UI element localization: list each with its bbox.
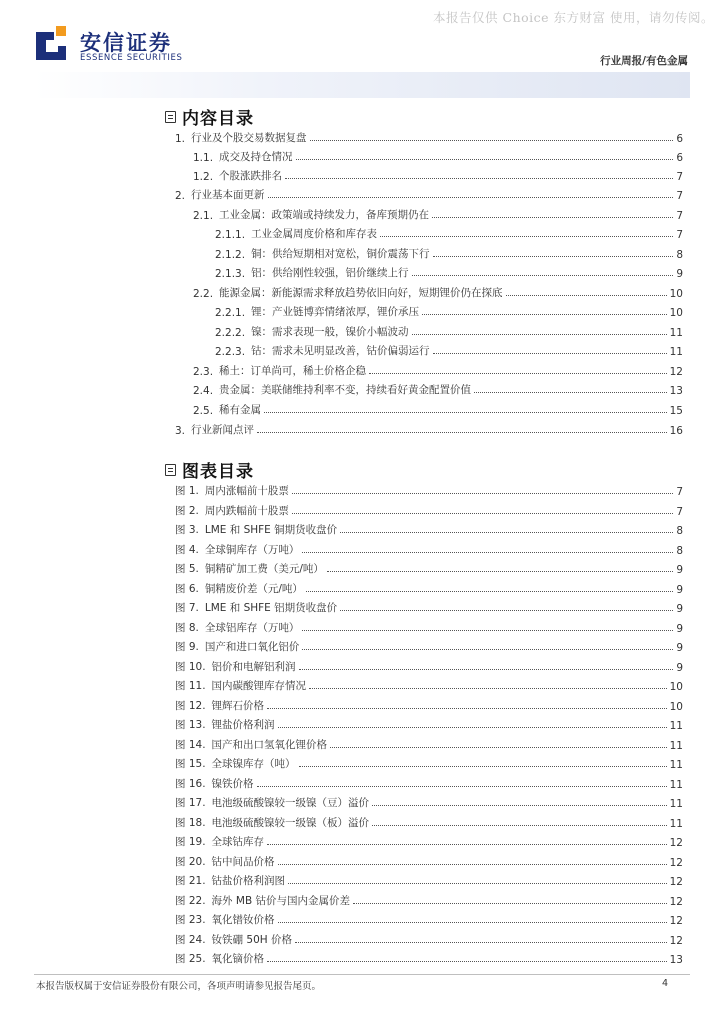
- toc-item[interactable]: [193, 362, 683, 378]
- figure-item-number: 图 1.: [175, 485, 199, 497]
- leader-dots: [296, 159, 674, 160]
- figure-item-page: 11: [669, 818, 683, 830]
- toc-item-text: 铝：供给刚性较强，铝价继续上行: [251, 267, 409, 279]
- leader-dots: [299, 669, 674, 670]
- list-icon: [165, 464, 176, 476]
- figure-item[interactable]: [175, 950, 683, 966]
- figure-item-number: 图 4.: [175, 544, 199, 556]
- figure-item-text: 全球钴库存: [211, 836, 265, 848]
- figure-item-number: 图 16.: [175, 778, 206, 790]
- toc-item[interactable]: [193, 148, 683, 164]
- toc-item[interactable]: [215, 245, 683, 261]
- figure-item-text: 电池级硫酸镍较一级镍（豆）溢价: [211, 797, 370, 809]
- leader-dots: [268, 197, 674, 198]
- toc-item-number: 2.1.3.: [215, 268, 246, 280]
- leader-dots: [288, 883, 667, 884]
- toc-item-number: 1.1.: [193, 152, 214, 164]
- figure-item[interactable]: [175, 697, 683, 713]
- toc-item-number: 2.1.: [193, 210, 214, 222]
- toc-item-number: 1.2.: [193, 171, 214, 183]
- toc-item-page: 6: [676, 133, 683, 145]
- toc-item-number: 1.: [175, 133, 186, 145]
- figure-item[interactable]: [175, 638, 683, 654]
- leader-dots: [327, 571, 673, 572]
- figure-item-page: 10: [669, 681, 683, 693]
- toc-item[interactable]: [175, 421, 683, 437]
- toc-item-page: 15: [669, 405, 683, 417]
- figure-item[interactable]: [175, 794, 683, 810]
- figure-item[interactable]: [175, 833, 683, 849]
- toc-item-number: 2.: [175, 190, 186, 202]
- figure-item-text: 铜精废价差（元/吨）: [204, 583, 303, 595]
- logo-name-cn: 安信证券: [80, 31, 172, 55]
- figure-item-number: 图 15.: [175, 758, 206, 770]
- figure-item-number: 图 21.: [175, 875, 206, 887]
- figure-item[interactable]: [175, 931, 683, 947]
- figure-item[interactable]: [175, 872, 683, 888]
- toc-item-number: 2.4.: [193, 385, 214, 397]
- leader-dots: [302, 630, 673, 631]
- figure-item[interactable]: [175, 502, 683, 518]
- leader-dots: [267, 961, 667, 962]
- figure-item-page: 8: [676, 545, 683, 557]
- leader-dots: [506, 295, 667, 296]
- figures-heading: [165, 457, 254, 482]
- figure-item-number: 图 13.: [175, 719, 206, 731]
- toc-item-page: 11: [669, 327, 683, 339]
- figure-item-number: 图 22.: [175, 895, 206, 907]
- toc-item-text: 工业金属周度价格和库存表: [251, 228, 378, 240]
- leader-dots: [474, 392, 667, 393]
- figure-item-number: 图 11.: [175, 680, 206, 692]
- footer-disclaimer: 本报告版权属于安信证券股份有限公司，各项声明请参见报告尾页。: [36, 981, 322, 992]
- toc-item-text: 稀土：订单尚可，稀土价格企稳: [219, 365, 367, 377]
- leader-dots: [369, 373, 667, 374]
- figure-item-page: 9: [676, 662, 683, 674]
- figure-item-text: LME 和 SHFE 铝期货收盘价: [204, 602, 338, 614]
- figure-item-number: 图 2.: [175, 505, 199, 517]
- figure-item-number: 图 8.: [175, 622, 199, 634]
- figure-item-text: 铜精矿加工费（美元/吨）: [204, 563, 324, 575]
- toc-item-number: 2.2.: [193, 288, 214, 300]
- figure-item-page: 7: [676, 506, 683, 518]
- toc-item-text: 工业金属：政策端或持续发力，备库预期仍在: [219, 209, 430, 221]
- figure-item-text: 海外 MB 钴价与国内金属价差: [211, 895, 350, 907]
- leader-dots: [372, 825, 667, 826]
- figure-item-number: 图 7.: [175, 602, 199, 614]
- toc-item-page: 7: [676, 171, 683, 183]
- leader-dots: [285, 178, 673, 179]
- leader-dots: [292, 493, 673, 494]
- leader-dots: [330, 747, 667, 748]
- figure-item[interactable]: [175, 892, 683, 908]
- toc-item-number: 2.2.1.: [215, 307, 246, 319]
- toc-item-number: 2.1.2.: [215, 249, 246, 261]
- figure-item-page: 9: [676, 564, 683, 576]
- figure-item-text: 锂辉石价格: [211, 700, 265, 712]
- figure-item-number: 图 25.: [175, 953, 206, 965]
- figure-item-page: 13: [669, 954, 683, 966]
- toc-item-number: 3.: [175, 425, 186, 437]
- contents-heading: [165, 104, 254, 129]
- toc-item-number: 2.1.1.: [215, 229, 246, 241]
- figure-item[interactable]: [175, 911, 683, 927]
- figure-item[interactable]: [175, 599, 683, 615]
- figure-item[interactable]: [175, 658, 683, 674]
- figure-item-number: 图 9.: [175, 641, 199, 653]
- figure-item-page: 12: [669, 876, 683, 888]
- leader-dots: [257, 432, 667, 433]
- toc-item-number: 2.2.2.: [215, 327, 246, 339]
- leader-dots: [267, 708, 667, 709]
- logo-name-en: ESSENCE SECURITIES: [80, 53, 183, 63]
- toc-item-page: 7: [676, 210, 683, 222]
- toc-item-text: 行业及个股交易数据复盘: [191, 132, 307, 144]
- leader-dots: [278, 727, 667, 728]
- toc-item-page: 8: [676, 249, 683, 261]
- toc-item-number: 2.2.3.: [215, 346, 246, 358]
- figure-item[interactable]: [175, 541, 683, 557]
- list-icon: [165, 111, 176, 123]
- figure-item-text: LME 和 SHFE 铜期货收盘价: [204, 524, 338, 536]
- figure-item-text: 钕铁硼 50H 价格: [211, 934, 292, 946]
- figure-item-text: 镍铁价格: [211, 778, 254, 790]
- figure-item[interactable]: [175, 677, 683, 693]
- toc-item-number: 2.5.: [193, 405, 214, 417]
- figure-item-number: 图 20.: [175, 856, 206, 868]
- logo-mark-icon: [34, 26, 68, 60]
- toc-item-text: 行业基本面更新: [191, 189, 265, 201]
- figure-item-number: 图 19.: [175, 836, 206, 848]
- figure-item-number: 图 5.: [175, 563, 199, 575]
- figure-item-number: 图 23.: [175, 914, 206, 926]
- toc-item-text: 贵金属：美联储维持利率不变，持续看好黄金配置价值: [219, 384, 472, 396]
- page-number: 4: [661, 978, 668, 989]
- toc-item[interactable]: [175, 129, 683, 145]
- figure-item-text: 氧化镨钕价格: [211, 914, 275, 926]
- leader-dots: [292, 513, 673, 514]
- toc-item-number: 2.3.: [193, 366, 214, 378]
- toc-item-page: 12: [669, 366, 683, 378]
- figure-item[interactable]: [175, 755, 683, 771]
- leader-dots: [299, 766, 667, 767]
- figure-item-page: 9: [676, 623, 683, 635]
- toc-item[interactable]: [193, 401, 683, 417]
- figure-item-number: 图 12.: [175, 700, 206, 712]
- figure-item-page: 11: [669, 779, 683, 791]
- figure-item-text: 全球铝库存（万吨）: [204, 622, 300, 634]
- figure-item[interactable]: [175, 619, 683, 635]
- figure-item-text: 全球镍库存（吨）: [211, 758, 296, 770]
- figure-item[interactable]: [175, 580, 683, 596]
- toc-item[interactable]: [193, 206, 683, 222]
- leader-dots: [353, 903, 667, 904]
- toc-item[interactable]: [215, 323, 683, 339]
- toc-item-page: 11: [669, 346, 683, 358]
- figure-item-text: 国产和出口氢氧化锂价格: [211, 739, 328, 751]
- report-type: 行业周报/有色金属: [600, 55, 688, 67]
- figure-item-number: 图 6.: [175, 583, 199, 595]
- leader-dots: [433, 353, 667, 354]
- figure-item-page: 12: [669, 935, 683, 947]
- toc-item-page: 16: [669, 425, 683, 437]
- figure-item-page: 7: [676, 486, 683, 498]
- toc-item[interactable]: [215, 342, 683, 358]
- figure-item-page: 12: [669, 857, 683, 869]
- toc-item-page: 9: [676, 268, 683, 280]
- company-logo: [34, 22, 214, 64]
- figure-item-page: 11: [669, 759, 683, 771]
- toc-item-page: 6: [676, 152, 683, 164]
- toc-item[interactable]: [193, 167, 683, 183]
- leader-dots: [302, 552, 673, 553]
- leader-dots: [340, 610, 673, 611]
- toc-item-text: 稀有金属: [219, 404, 262, 416]
- leader-dots: [432, 217, 673, 218]
- figure-item-text: 电池级硫酸镍较一级镍（板）溢价: [211, 817, 370, 829]
- leader-dots: [306, 591, 673, 592]
- toc-item-page: 7: [676, 229, 683, 241]
- figure-item-page: 11: [669, 798, 683, 810]
- figure-item-page: 12: [669, 915, 683, 927]
- watermark: 本报告仅供 Choice 东方财富 使用，请勿传阅。: [433, 10, 714, 25]
- figure-item[interactable]: [175, 482, 683, 498]
- figure-item-text: 国产和进口氧化铝价: [204, 641, 300, 653]
- figure-item-page: 9: [676, 584, 683, 596]
- figure-item-page: 10: [669, 701, 683, 713]
- leader-dots: [412, 334, 667, 335]
- leader-dots: [380, 236, 673, 237]
- figures-title: 图表目录: [182, 462, 254, 482]
- figure-item-text: 氧化镝价格: [211, 953, 265, 965]
- toc-item-text: 个股涨跌排名: [219, 170, 283, 182]
- toc-item-text: 钴：需求未见明显改善，钴价偏弱运行: [251, 345, 430, 357]
- toc-item-text: 镍：需求表现一般，镍价小幅波动: [251, 326, 409, 338]
- figure-item[interactable]: [175, 775, 683, 791]
- leader-dots: [372, 805, 667, 806]
- figure-item-text: 周内跌幅前十股票: [204, 505, 289, 517]
- figure-item[interactable]: [175, 716, 683, 732]
- toc-item-page: 10: [669, 288, 683, 300]
- leader-dots: [278, 922, 667, 923]
- leader-dots: [309, 688, 667, 689]
- figure-item-number: 图 24.: [175, 934, 206, 946]
- toc-item[interactable]: [215, 303, 683, 319]
- toc-item-text: 铜：供给短期相对宽松，铜价震荡下行: [251, 248, 430, 260]
- figure-item-number: 图 18.: [175, 817, 206, 829]
- figure-item-text: 周内涨幅前十股票: [204, 485, 289, 497]
- figure-item[interactable]: [175, 853, 683, 869]
- figure-item[interactable]: [175, 814, 683, 830]
- leader-dots: [295, 942, 667, 943]
- figure-item-page: 9: [676, 603, 683, 615]
- toc-item[interactable]: [193, 284, 683, 300]
- figure-item-page: 12: [669, 837, 683, 849]
- leader-dots: [302, 649, 673, 650]
- leader-dots: [264, 412, 667, 413]
- leader-dots: [278, 864, 667, 865]
- figure-item-text: 钴盐价格利润图: [211, 875, 286, 887]
- figure-item-text: 全球铜库存（万吨）: [204, 544, 300, 556]
- contents-title: 内容目录: [182, 109, 254, 129]
- leader-dots: [422, 314, 667, 315]
- toc-item[interactable]: [215, 225, 683, 241]
- toc-item-text: 成交及持仓情况: [219, 151, 293, 163]
- leader-dots: [257, 786, 667, 787]
- toc-item-page: 13: [669, 385, 683, 397]
- header-band: [34, 72, 690, 98]
- figure-item-page: 12: [669, 896, 683, 908]
- toc-item-text: 行业新闻点评: [191, 424, 255, 436]
- leader-dots: [340, 532, 673, 533]
- toc-item-text: 能源金属：新能源需求释放趋势依旧向好，短期锂价仍在探底: [219, 287, 503, 299]
- leader-dots: [433, 256, 674, 257]
- figure-item[interactable]: [175, 560, 683, 576]
- toc-item[interactable]: [193, 381, 683, 397]
- toc-item-text: 锂：产业链博弈情绪浓厚，锂价承压: [251, 306, 420, 318]
- figure-item[interactable]: [175, 736, 683, 752]
- toc-item-page: 7: [676, 190, 683, 202]
- figure-item-number: 图 3.: [175, 524, 199, 536]
- figure-item-number: 图 17.: [175, 797, 206, 809]
- figure-item-number: 图 14.: [175, 739, 206, 751]
- toc-item[interactable]: [175, 186, 683, 202]
- leader-dots: [267, 844, 667, 845]
- figure-item-number: 图 10.: [175, 661, 206, 673]
- leader-dots: [412, 275, 674, 276]
- toc-item[interactable]: [215, 264, 683, 280]
- figure-item-text: 铝价和电解铝利润: [211, 661, 296, 673]
- figure-item[interactable]: [175, 521, 683, 537]
- figure-item-page: 11: [669, 740, 683, 752]
- figure-item-page: 9: [676, 642, 683, 654]
- figure-item-text: 锂盐价格利润: [211, 719, 275, 731]
- figure-item-text: 钴中间品价格: [211, 856, 275, 868]
- figure-item-text: 国内碳酸锂库存情况: [211, 680, 307, 692]
- figure-item-page: 11: [669, 720, 683, 732]
- toc-item-page: 10: [669, 307, 683, 319]
- footer-divider: [34, 974, 690, 975]
- figure-item-page: 8: [676, 525, 683, 537]
- leader-dots: [310, 140, 674, 141]
